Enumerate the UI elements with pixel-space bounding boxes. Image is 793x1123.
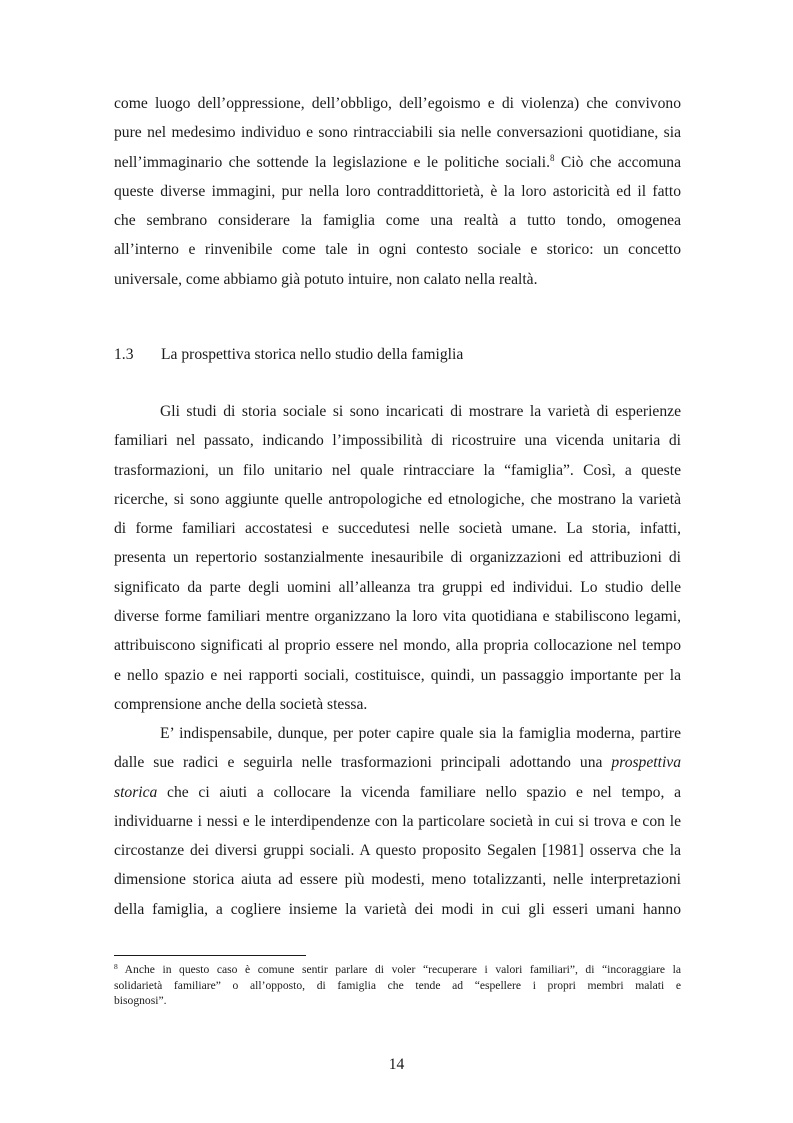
text-line: di forme familiari accostatesi e succedutesi nelle società umane. La storia, infatti,	[114, 520, 681, 538]
footnote-line: bisognosi”.	[114, 994, 167, 1007]
text-line: pure nel medesimo individuo e sono rintracciabili sia nelle conversazioni quotidiane, sia	[114, 124, 681, 142]
text-line: della famiglia, a cogliere insieme la varietà dei modi in cui gli esseri umani hanno	[114, 900, 681, 918]
footnote-reference[interactable]: 8	[549, 152, 555, 163]
intro-paragraph	[114, 89, 681, 294]
text-fragment: Ciò che accomuna	[554, 153, 681, 171]
page-number: 14	[388, 1056, 405, 1073]
text-line: familiari nel passato, indicando l’impossibilità di ricostruire una vicenda unitaria di	[114, 432, 681, 450]
text-line: attribuiscono significati al proprio essere nel mondo, alla propria collocazione nel tempo	[114, 637, 681, 655]
text-line: significato da parte degli uomini all’alleanza tra gruppi ed individui. Lo studio delle	[114, 578, 681, 596]
text-line: Gli studi di storia sociale si sono incaricati di mostrare la varietà di esperienze	[160, 403, 681, 420]
text-line: E’ indispensabile, dunque, per poter capire quale sia la famiglia moderna, partire	[160, 725, 681, 742]
footnote-marker: 8	[114, 962, 118, 971]
text-line: circostanze dei diversi gruppi sociali. A questo proposito Segalen [1981] osserva che la	[114, 842, 681, 860]
text-line: come luogo dell’oppressione, dell’obbligo, dell’egoismo e di violenza) che convivono	[114, 95, 681, 112]
text-line: all’interno e rinvenibile come tale in ogni contesto sociale e storico: un concetto	[114, 241, 681, 259]
section-number: 1.3	[114, 346, 134, 363]
text-line: che sembrano considerare la famiglia come una realtà a tutto tondo, omogenea	[114, 212, 681, 230]
text-line: presenta un repertorio sostanzialmente inesauribile di organizzazioni ed attribuzioni di	[114, 549, 681, 567]
text-line	[114, 148, 681, 177]
section-title: La prospettiva storica nello studio della famiglia	[161, 346, 464, 363]
text-fragment: dalle sue radici e seguirla nelle trasformazioni principali adottando una	[114, 754, 612, 772]
text-line	[114, 748, 681, 777]
footnote	[114, 962, 681, 1009]
footnote-separator	[114, 955, 306, 956]
footnote-text: Anche in questo caso è comune sentir parlare di voler “recuperare i valori familiari”, di “incoraggiare la	[117, 963, 681, 976]
text-line: universale, come abbiamo già potuto intuire, non calato nella realtà.	[114, 270, 538, 288]
text-line	[114, 778, 681, 807]
paragraph-1	[114, 397, 681, 719]
text-line: diverse forme familiari mentre organizzano la loro vita quotidiana e stabiliscono legami,	[114, 608, 681, 626]
text-line: queste diverse immagini, pur nella loro contraddittorietà, è la loro astoricità ed il fatto	[114, 182, 681, 200]
text-line: e nello spazio e nei rapporti sociali, costituisce, quindi, un passaggio importante per la	[114, 666, 681, 684]
text-line: ricerche, si sono aggiunte quelle antropologiche ed etnologiche, che mostrano la varietà	[114, 490, 681, 508]
emphasis-text: prospettiva	[611, 754, 681, 772]
emphasis-text: storica	[114, 783, 158, 801]
text-fragment: che ci aiuti a collocare la vicenda familiare nello spazio e nel tempo, a	[157, 783, 681, 801]
section-heading	[114, 340, 463, 369]
paragraph-2	[114, 719, 681, 924]
text-line: comprensione anche della società stessa.	[114, 695, 368, 713]
footnote-line: solidarietà familiare” o all’opposto, di famiglia che tende ad “espellere i propri membri malati e	[114, 978, 681, 992]
text-fragment: nell’immaginario che sottende la legislazione e le politiche sociali.	[114, 153, 550, 171]
text-line: dimensione storica aiuta ad essere più modesti, meno totalizzanti, nelle interpretazioni	[114, 871, 681, 889]
footnote-line	[114, 962, 681, 978]
text-line: individuarne i nessi e le interdipendenze con la particolare società in cui si trova e con le	[114, 812, 681, 830]
text-line: trasformazioni, un filo unitario nel quale rintracciare la “famiglia”. Così, a queste	[114, 461, 681, 479]
